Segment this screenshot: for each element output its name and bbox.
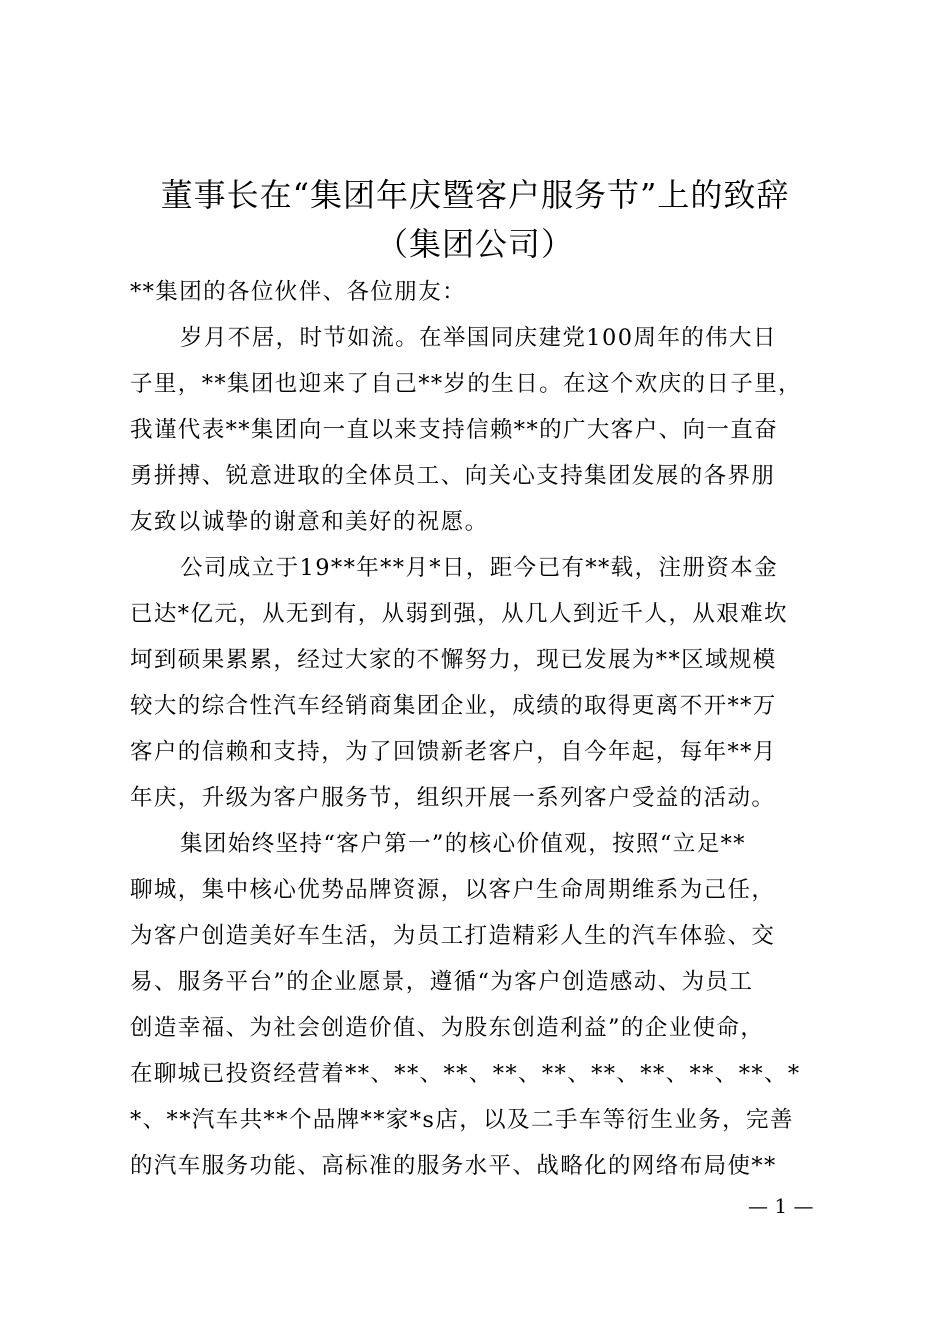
paragraph-2-line: 公司成立于19**年**月*日，距今已有**载，注册资本金	[180, 555, 778, 581]
paragraph-3-line: 为客户创造美好车生活，为员工打造精彩人生的汽车体验、交	[130, 923, 776, 949]
paragraph-2-line: 年庆，升级为客户服务节，组织开展一系列客户受益的活动。	[130, 785, 776, 811]
salutation: **集团的各位伙伴、各位朋友：	[130, 279, 467, 305]
paragraph-3-line: 创造幸福、为社会创造价值、为股东创造利益”的企业使命，	[130, 1015, 765, 1041]
paragraph-1-line: 子里，**集团也迎来了自己**岁的生日。在这个欢庆的日子里，	[130, 371, 803, 397]
paragraph-2-line: 客户的信赖和支持，为了回馈新老客户，自今年起，每年**月	[130, 739, 777, 765]
paragraph-1-line: 友致以诚挚的谢意和美好的祝愿。	[130, 509, 489, 535]
page-number: — 1 —	[748, 1194, 814, 1218]
paragraph-3-line: 集团始终坚持“客户第一”的核心价值观，按照“立足**	[180, 831, 746, 857]
paragraph-3-line: *、**汽车共**个品牌**家*s店，以及二手车等衍生业务，完善	[130, 1107, 794, 1133]
paragraph-1-line: 岁月不居，时节如流。在举国同庆建党100周年的伟大日	[180, 325, 777, 351]
paragraph-3-line: 在聊城已投资经营着**、**、**、**、**、**、**、**、**、*	[130, 1061, 801, 1087]
paragraph-2-line: 坷到硕果累累，经过大家的不懈努力，现已发展为**区域规模	[130, 647, 777, 673]
paragraph-3-line: 聊城，集中核心优势品牌资源，以客户生命周期维系为己任，	[130, 877, 776, 903]
paragraph-2-line: 已达*亿元，从无到有，从弱到强，从几人到近千人，从艰难坎	[130, 601, 788, 627]
paragraph-3-line: 易、服务平台”的企业愿景，遵循“为客户创造感动、为员工	[130, 969, 754, 995]
paragraph-1-line: 勇拼搏、锐意进取的全体员工、向关心支持集团发展的各界朋	[130, 463, 776, 489]
paragraph-1-line: 我谨代表**集团向一直以来支持信赖**的广大客户、向一直奋	[130, 417, 779, 443]
paragraph-2-line: 较大的综合性汽车经销商集团企业，成绩的取得更离不开**万	[130, 693, 777, 719]
document-title: 董事长在“集团年庆暨客户服务节”上的致辞	[160, 176, 790, 214]
document-subtitle: （集团公司）	[375, 225, 574, 263]
paragraph-3-line: 的汽车服务功能、高标准的服务水平、战略化的网络布局使**	[130, 1153, 777, 1179]
